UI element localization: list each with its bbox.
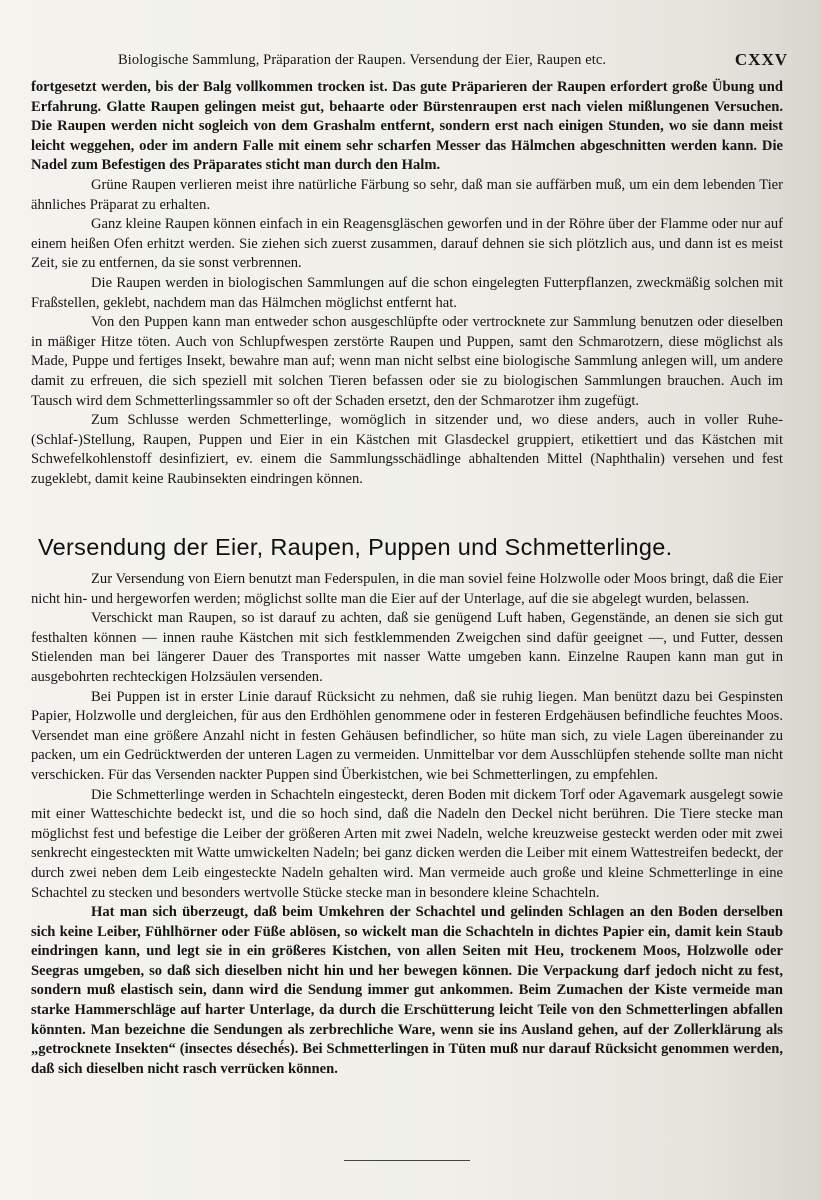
paragraph: Verschickt man Raupen, so ist darauf zu achten, daß sie genügend Luft haben, Gegenstände, an denen sie sich gut festhalten können — innen rauhe Kästchen mit sich festklemmenden Zweigchen sind dafür geeignet —, und Futter, dessen Stielenden man bei längerer Dauer des Transportes mit nasser Watte umgeben kann. Einzelne Raupen kann man gut in ausgebohrten rechteckigen Holzsäulen versenden.	[31, 610, 783, 685]
section-heading: Versendung der Eier, Raupen, Puppen und Schmetterlinge.	[38, 534, 673, 560]
upper-text-block	[31, 78, 783, 489]
paragraph: Die Schmetterlinge werden in Schachteln eingesteckt, deren Boden mit dickem Torf oder Agavemark ausgelegt sowie mit einer Watteschichte bedeckt ist, und die so hoch sind, daß die Nadeln den Deckel nicht berühren. Die Tiere stecke man möglichst fest und befestige die Leiber der größeren Arten mit zwei Nadeln, welche kreuzweise gesteckt werden oder mit zwei senkrecht eingesteckten mit Watte umwickelten Nadeln; bei ganz dicken werden die Leiber mit einem Wattestreifen bedeckt, der durch zwei neben dem Leib eingesteckte Nadeln gehalten wird. Man vermeide auch große und kleine Schmetterlinge in eine Schachtel zu stecken und besonders wertvolle Stücke stecke man in besondere kleine Schachteln.	[31, 786, 783, 901]
closing-rule	[344, 1160, 470, 1161]
page-number: CXXV	[734, 50, 788, 69]
paragraph: Zur Versendung von Eiern benutzt man Federspulen, in die man soviel feine Holzwolle oder Moos bringt, daß die Eier nicht hin- und hergeworfen werden; möglichst sollte man die Eier auf der Unterlage, auf die sie abgelegt wurden, belassen.	[31, 571, 783, 607]
lower-text-block	[31, 570, 783, 1079]
paragraph: Grüne Raupen verlieren meist ihre natürliche Färbung so sehr, daß man sie auffärben muß, um ein dem lebenden Tier ähnliches Präparat zu erhalten.	[31, 176, 783, 213]
paragraph: Ganz kleine Raupen können einfach in ein Reagensgläschen geworfen und in der Röhre über der Flamme oder nur auf einem heißen Ofen erhitzt werden. Sie ziehen sich zuerst zusammen, darauf dehnen sie sich plötzlich aus, und dann ist es meist Zeit, sie zu entfernen, da sie sonst verbrennen.	[31, 216, 783, 272]
paragraph: fortgesetzt werden, bis der Balg vollkommen trocken ist. Das gute Präparieren der Raupen erfordert große Übung und Erfahrung. Glatte Raupen gelingen meist gut, behaarte oder Bürstenraupen erst nach vielen mißlungenen Versuchen. Die Raupen werden nicht sogleich von dem Grashalm entfernt, sondern erst nach einigen Stunden, wo sie dann meist leicht weggehen, oder im andern Falle mit einem sehr scharfen Messer das Hälmchen abgeschnitten werden kann. Die Nadel zum Befestigen des Präparates sticht man durch den Halm.	[31, 79, 783, 174]
paragraph: Von den Puppen kann man entweder schon ausgeschlüpfte oder vertrocknete zur Sammlung benutzen oder dieselben in mäßiger Hitze töten. Auch von Schlupfwespen zerstörte Raupen und Puppen, samt den Schmarotzern, diese möglichst als Made, Puppe und fertiges Insekt, bewahre man auf; wenn man nicht selbst eine biologische Sammlung anlegen will, um andere damit zu erfreuen, die sich speziell mit solchen Tieren befassen oder sie zu biologischen Sammlungen brauchen. Auch im Tausch wird dem Schmetterlingssammler so oft der Schaden ersetzt, den der Schmarotzer ihm zugefügt.	[31, 314, 783, 409]
paragraph: Bei Puppen ist in erster Linie darauf Rücksicht zu nehmen, daß sie ruhig liegen. Man benützt dazu bei Gespinsten Papier, Holzwolle und dergleichen, für aus den Erdhöhlen genommene oder in festeren Erdgehäusen befindliche feuchtes Moos. Versendet man eine größere Anzahl nicht in festen Gehäusen befindlicher, so hüte man sich, zu viele Lagen übereinander zu packen, um ein Gedrücktwerden der unteren Lagen zu vermeiden. Unmittelbar vor dem Ausschlüpfen stehende sollte man nicht verschicken. Für das Versenden nackter Puppen sind Überkistchen, wie bei Schmetterlingen, zu empfehlen.	[31, 688, 783, 783]
running-header	[28, 50, 788, 72]
paragraph: Hat man sich überzeugt, daß beim Umkehren der Schachtel und gelinden Schlagen an den Boden derselben sich keine Leiber, Fühlhörner oder Füße ablösen, so wickelt man die Schachteln in dichtes Papier ein, damit kein Staub eindringen kann, und legt sie in ein größeres Kistchen, von allen Seiten mit Heu, trockenem Moos, Holzwolle oder Seegras umgeben, so daß sich dieselben nicht hin und her bewegen können. Die Verpackung darf jedoch nicht zu fest, sondern muß elastisch sein, dann wird die Sendung immer gut ankommen. Beim Zumachen der Kiste vermeide man starke Hammerschläge auf harter Unterlage, da durch die Erschütterung leicht Teile von den Schmetterlingen abfallen könnten. Man bezeichne die Sendungen als zerbrechliche Ware, wenn sie ins Ausland gehen, auf der Zollerklärung als „getrocknete Insekten“ (insectes déseché́s). Bei Schmetterlingen in Tüten muß nur darauf Rücksicht genommen werden, daß sich dieselben nicht rasch verrücken können.	[31, 904, 783, 1077]
paragraph: Die Raupen werden in biologischen Sammlungen auf die schon eingelegten Futterpflanzen, zweckmäßig solchen mit Fraßstellen, geklebt, nachdem man das Hälmchen möglichst entfernt hat.	[31, 274, 783, 311]
running-title: Biologische Sammlung, Präparation der Raupen. Versendung der Eier, Raupen etc.	[118, 52, 607, 68]
paragraph: Zum Schlusse werden Schmetterlinge, womöglich in sitzender und, wo diese anders, auch in voller Ruhe-(Schlaf-)Stellung, Raupen, Puppen und Eier in ein Kästchen mit Glasdeckel gruppiert, etikettiert und das Kästchen mit Schwefelkohlenstoff desinfiziert, ev. einem die Sammlungsschädlinge abhaltenden Mittel (Naphthalin) versehen und fest zugeklebt, damit keine Raubinsekten eindringen können.	[31, 412, 783, 487]
